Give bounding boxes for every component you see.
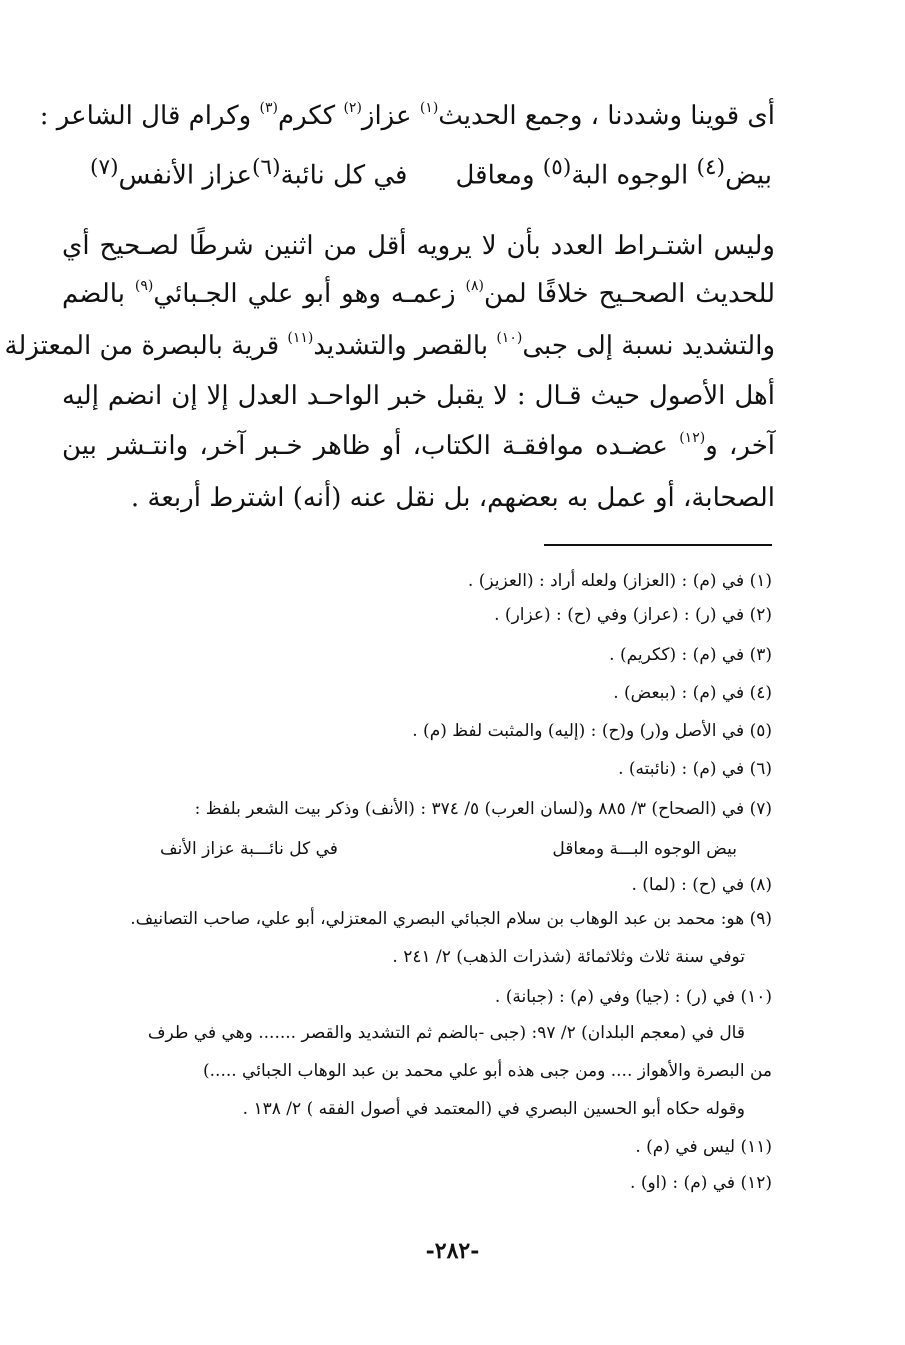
body-text: زعمـه وهو أبو علي الجـبائي (153, 279, 456, 309)
verse-text: في كل نائبة (280, 160, 408, 191)
body-line-8: الصحابة، أو عمل به بعضهم، بل نقل عنه (أنه) اشترط أربعة . (130, 483, 775, 513)
verse-second-hemistich (90, 150, 407, 194)
body-line-1 (39, 98, 775, 138)
body-text: والتشديد نسبة إلى جبى (522, 331, 775, 361)
body-text: عضـده موافقـة الكتاب، أو ظاهر خـبر آخر، وانتـشر بين (62, 431, 668, 461)
footnote-ref[interactable]: (١١) (287, 330, 314, 346)
footnote-9-continuation: توفي سنة ثلاث وثلاثمائة (شذرات الذهب) ٢/ ٢٤١ . (392, 947, 745, 967)
footnote-ref[interactable]: (٧) (90, 155, 119, 180)
footnote-ref[interactable]: (٩) (134, 278, 154, 294)
footnote-10-continuation-1: قال في (معجم البلدان) ٢/ ٩٧: (جبى -بالضم ثم التشديد والقصر ....... وهي في طرف (147, 1023, 745, 1043)
footnote-ref[interactable]: (١) (419, 100, 439, 116)
footnote-10: (١٠) في (ر) : (جيا) وفي (م) : (جبانة) . (494, 987, 772, 1007)
body-line-5 (4, 328, 775, 368)
footnote-6: (٦) في (م) : (نائبته) . (618, 759, 772, 779)
footnote-8: (٨) في (ح) : (لما) . (631, 875, 772, 895)
footnote-ref[interactable]: (٨) (465, 278, 484, 294)
body-line-3: وليس اشتـراط العدد بأن لا يرويه أقل من اثنين شرطًا لصـحيح أي (62, 231, 775, 261)
body-text: آخر، و (705, 431, 776, 461)
body-text: قرية بالبصرة من المعتزلة (4, 331, 280, 361)
footnote-10-continuation-2: من البصرة والأهواز .... ومن جبى هذه أبو علي محمد بن عبد الوهاب الجبائي .....) (203, 1061, 772, 1081)
body-line-4 (62, 276, 775, 316)
footnote-ref[interactable]: (٣) (259, 100, 278, 116)
footnote-ref[interactable]: (١٠) (496, 330, 523, 346)
body-text: للحديث الصحـيح خلافًا لمن (483, 279, 775, 309)
verse-text: بيض (725, 160, 772, 191)
page-number: -٢٨٢- (425, 1238, 480, 1264)
footnote-4: (٤) في (م) : (ببعض) . (613, 683, 772, 703)
footnote-separator (544, 544, 772, 546)
verse-text: الوجوه البة (571, 160, 689, 191)
body-text: وكرام قال الشاعر : (39, 101, 252, 131)
footnote-7: (٧) في (الصحاح) ٣/ ٨٨٥ و(لسان العرب) ٥/ ٣٧٤ : (الأنف) وذكر بيت الشعر بلفظ : (194, 799, 772, 819)
footnote-1: (١) في (م) : (العزاز) ولعله أراد : (العزيز) . (467, 571, 772, 591)
footnote-verse-first: بيض الوجوه البـــة ومعاقل (552, 839, 737, 859)
body-line-7 (62, 428, 775, 468)
footnote-7-verse (160, 836, 737, 866)
footnote-ref[interactable]: (١٢) (679, 430, 706, 446)
footnote-ref[interactable]: (٤) (696, 155, 726, 180)
footnote-9: (٩) هو: محمد بن عبد الوهاب بن سلام الجبائي البصري المعتزلي، أبو علي، صاحب التصانيف. (130, 909, 772, 929)
verse-text: عزاز الأنفس (118, 160, 253, 191)
verse-text: ومعاقل (455, 160, 535, 191)
footnote-2: (٢) في (ر) : (عراز) وفي (ح) : (عزار) . (494, 605, 772, 625)
footnote-11: (١١) ليس في (م) . (635, 1137, 772, 1157)
body-text: ككرم (277, 101, 336, 131)
body-line-6: أهل الأصول حيث قـال : لا يقبل خبر الواحـد العدل إلا إن انضم إليه (62, 381, 775, 411)
footnote-3: (٣) في (م) : (ككريم) . (609, 645, 772, 665)
footnote-verse-second: في كل نائـــبة عزاز الأنف (160, 839, 338, 859)
footnote-ref[interactable]: (٥) (542, 155, 572, 180)
body-text: أى قوينا وشددنا ، وجمع الحديث (438, 101, 775, 131)
poem-verse (90, 150, 772, 194)
footnote-5: (٥) في الأصل و(ر) و(ح) : (إليه) والمثبت لفظ (م) . (412, 721, 772, 741)
footnote-ref[interactable]: (٦) (252, 155, 281, 180)
footnote-ref[interactable]: (٢) (343, 100, 362, 116)
verse-first-hemistich (455, 150, 772, 194)
body-text: عزاز (361, 101, 412, 131)
body-text: بالقصر والتشديد (313, 331, 489, 361)
footnote-12: (١٢) في (م) : (او) . (630, 1173, 772, 1193)
body-text: بالضم (62, 279, 125, 309)
footnote-10-continuation-3: وقوله حكاه أبو الحسين البصري في (المعتمد في أصول الفقه ) ٢/ ١٣٨ . (242, 1099, 745, 1119)
